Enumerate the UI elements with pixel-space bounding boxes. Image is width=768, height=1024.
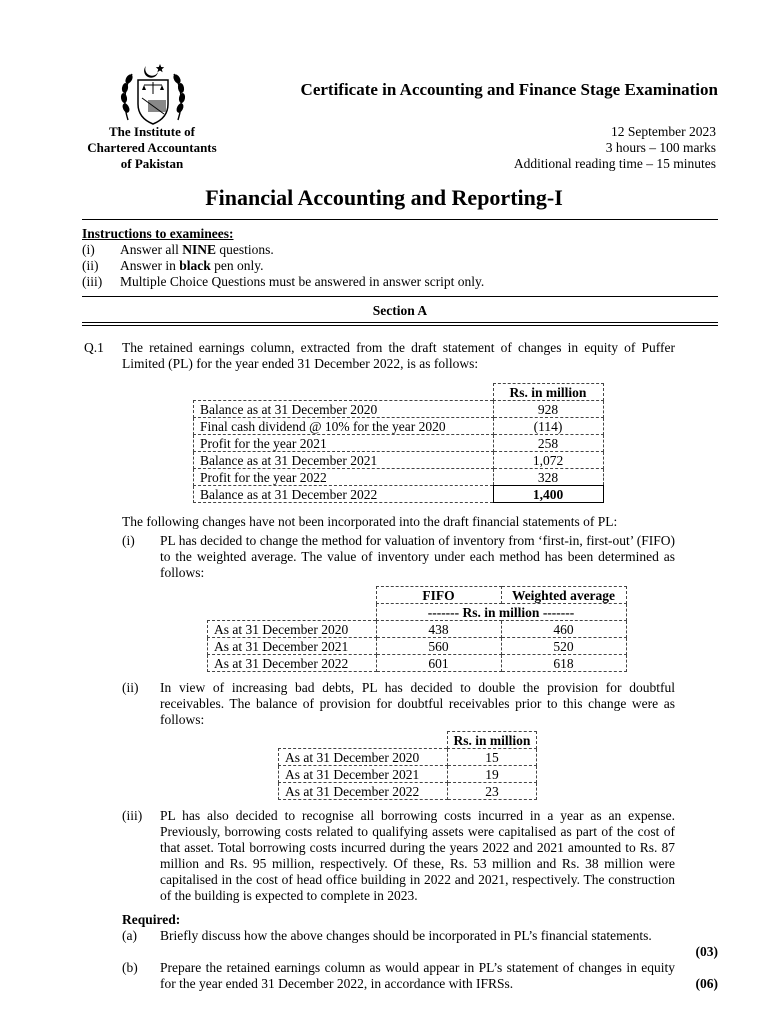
- change-item-iii: (iii) PL has also decided to recognise all borrowing costs incurred in a year as an expense. Previously, borrowing costs related to qualifying assets were capitalised as part of the cost of that asset. Total borrowing costs incurred during the years 2022 and 2021 amounted to Rs. 87 million and Rs. 95 million, respectively. Of these, Rs. 53 million and Rs. 38 million were capitalised in the cost of head office building in 2022 and 2021, respectively. The construction of the building is expected to complete in 2023.: [122, 808, 675, 903]
- change-item-i: (i) PL has decided to change the method for valuation of inventory from ‘first-in, first-out’ (FIFO) to the weighted average. The value of inventory under each method has been determined as follows:: [122, 533, 675, 580]
- table-row: Balance as at 31 December 2022 1,400: [194, 486, 604, 503]
- table-row: Balance as at 31 December 2020 928: [194, 401, 604, 418]
- instruction-item: (i) Answer all NINE questions.: [82, 242, 274, 257]
- total-value: 1,400: [493, 486, 603, 503]
- section-heading: Section A: [372, 303, 428, 318]
- exam-duration: 3 hours – 100 marks: [605, 140, 716, 155]
- institute-name: [62, 124, 242, 172]
- instruction-item: (ii) Answer in black pen only.: [82, 258, 264, 273]
- exam-date: 12 September 2023: [611, 124, 716, 139]
- provision-table: Rs. in million As at 31 December 2020 15 As at 31 December 2021 19 As at 31 December 2022 23: [278, 731, 537, 800]
- table-row: Profit for the year 2021 258: [194, 435, 604, 452]
- exam-title: Certificate in Accounting and Finance Stage Examination: [300, 80, 718, 99]
- marks-a: (03): [695, 944, 718, 959]
- paper-title: Financial Accounting and Reporting-I: [205, 185, 563, 210]
- institute-line-1: The Institute of: [109, 124, 195, 139]
- divider: [82, 322, 718, 323]
- exam-details: [514, 124, 716, 172]
- changes-intro: The following changes have not been incorporated into the draft financial statements of PL:: [122, 514, 618, 529]
- instructions-heading: Instructions to examinees:: [82, 226, 234, 241]
- table-row: Profit for the year 2022 328: [194, 469, 604, 486]
- institute-line-3: of Pakistan: [120, 156, 184, 171]
- instruction-item: (iii) Multiple Choice Questions must be answered in answer script only.: [82, 274, 485, 289]
- divider: [82, 219, 718, 220]
- table-row: Balance as at 31 December 2021 1,072: [194, 452, 604, 469]
- table-row: As at 31 December 2021 560 520: [208, 638, 627, 655]
- retained-earnings-table: [193, 383, 604, 503]
- re-table-header: Rs. in million: [493, 384, 603, 401]
- instructions: [82, 226, 718, 290]
- marks-b: (06): [695, 976, 718, 991]
- inventory-table: FIFO Weighted average ------- Rs. in million ------- As at 31 December 2020 438 460 As at 31 December 2021 560 520 As at 31 December 2022 601 618: [207, 586, 627, 672]
- table-row: As at 31 December 2021 19: [279, 766, 537, 783]
- table-row: As at 31 December 2022 601 618: [208, 655, 627, 672]
- table-row: As at 31 December 2022 23: [279, 783, 537, 800]
- divider: [82, 325, 718, 326]
- question-intro: The retained earnings column, extracted from the draft statement of changes in equity of Puffer Limited (PL) for the year ended 31 December 2022, is as follows:: [122, 340, 675, 371]
- table-row: As at 31 December 2020 438 460: [208, 621, 627, 638]
- institute-line-2: Chartered Accountants: [87, 140, 217, 155]
- divider: [82, 296, 718, 297]
- required-heading: Required:: [122, 912, 181, 927]
- question-number: Q.1: [84, 340, 104, 355]
- icap-logo: [118, 60, 188, 130]
- change-item-ii: (ii) In view of increasing bad debts, PL has decided to double the provision for doubtful receivables. The balance of provision for doubtful receivables prior to this change were as follows:: [122, 680, 675, 727]
- table-row: As at 31 December 2020 15: [279, 749, 537, 766]
- reading-time: Additional reading time – 15 minutes: [513, 156, 716, 171]
- table-row: Final cash dividend @ 10% for the year 2020 (114): [194, 418, 604, 435]
